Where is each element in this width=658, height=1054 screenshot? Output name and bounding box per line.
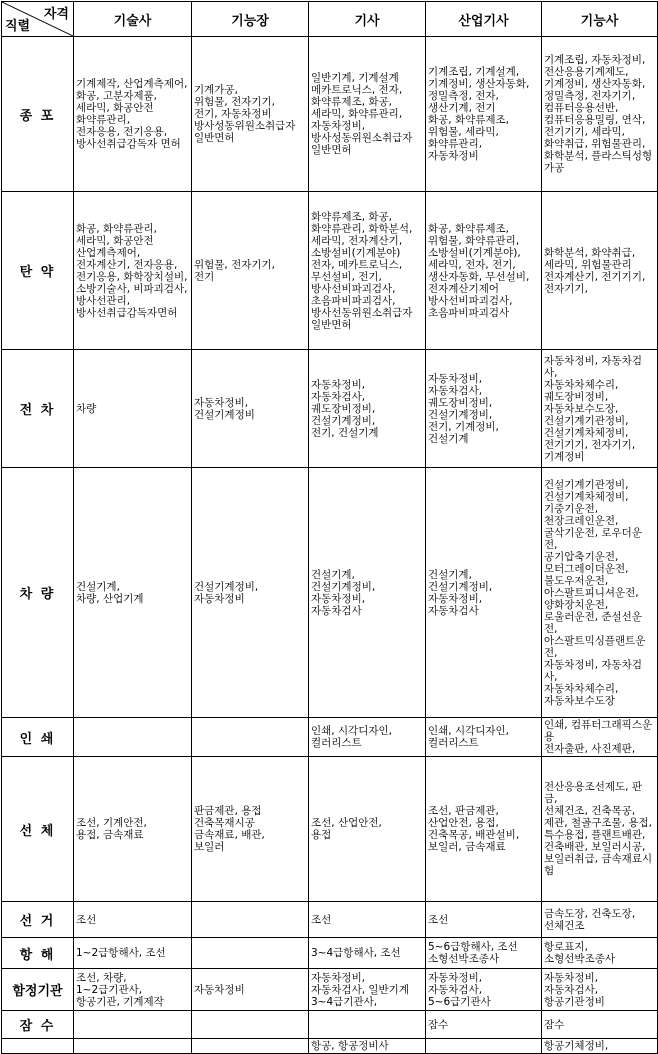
row-header: 함정기관 <box>2 969 74 1011</box>
table-cell: 건설기계, 건설기계정비, 자동차정비, 자동차검사 <box>426 468 542 718</box>
table-row <box>2 192 658 350</box>
table-cell: 항공기체정비, <box>542 1039 658 1054</box>
table-cell: 조선 <box>426 902 542 938</box>
table-cell: 인쇄, 시각디자인, 컬러리스트 <box>426 718 542 757</box>
table-cell: 자동차정비, 자동차검사, 자동차차체수리, 궤도장비정비, 자동차보수도장, 건설기계기관정비, 건설기계차체정비, 전기기기, 전자기기, 기계정비 <box>542 350 658 468</box>
qualification-table <box>1 1 658 1054</box>
column-header: 기술사 <box>74 2 192 37</box>
row-header: 잠 수 <box>2 1011 74 1039</box>
table-cell: 기계조립, 기계설계, 기계정비, 생산자동화, 정밀측정, 전자, 생산기계, 전기 화공, 화약류제조, 위험물, 세라믹, 화약류관리, 자동차정비 <box>426 37 542 192</box>
table-cell: 화학분석, 화약취급, 세라믹, 위험물관리 전자계산기, 전기기기, 전자기기, <box>542 192 658 350</box>
table-cell <box>426 1039 542 1054</box>
table-cell: 조선, 기계안전, 용접, 금속재료 <box>74 757 192 902</box>
table-cell: 기계제작, 산업계측제어, 화공, 고분자제품, 세라믹, 화공안전 화약류관리, 전자응용, 전기응용, 방사선취급감독자 면허 <box>74 37 192 192</box>
table-cell: 기계가공, 위험물, 전자기기, 전기, 자동차정비 방사성동위원소취급자 일반면허 <box>192 37 309 192</box>
table-cell: 건설기계, 건설기계정비, 자동차정비, 자동차검사 <box>309 468 426 718</box>
table-cell <box>309 1011 426 1039</box>
row-header: 인 쇄 <box>2 718 74 757</box>
table-cell <box>74 718 192 757</box>
table-cell <box>192 1011 309 1039</box>
table-cell: 화공, 화약류제조, 위험물, 화약류관리, 소방설비(기계분야), 세라믹, 전자, 전기, 생산자동화, 무선설비, 전자계산기제어 방사선비파괴검사, 초음파비파괴검사 <box>426 192 542 350</box>
table-cell: 5~6급항해사, 조선 소형선박조종사 <box>426 938 542 969</box>
table-cell <box>74 1011 192 1039</box>
table-cell: 건설기계정비, 자동차정비 <box>192 468 309 718</box>
table-cell: 자동차정비, 자동차검사, 일반기계 3~4급기관사, <box>309 969 426 1011</box>
table-row <box>2 468 658 718</box>
row-header: 종 포 <box>2 37 74 192</box>
table-cell <box>192 902 309 938</box>
table-cell: 3~4급항해사, 조선 <box>309 938 426 969</box>
table-cell: 자동차정비, 자동차검사, 5~6급기관사 <box>426 969 542 1011</box>
row-header: 선 거 <box>2 902 74 938</box>
table-row <box>2 969 658 1011</box>
corner-label-series: 직렬 <box>5 19 31 34</box>
row-header: 전 차 <box>2 350 74 468</box>
table-cell: 자동차정비, 자동차검사, 항공기관정비 <box>542 969 658 1011</box>
table-cell: 판금제관, 용접 건축목재시공 금속재료, 배관, 보일러 <box>192 757 309 902</box>
table-row <box>2 718 658 757</box>
table-cell: 1~2급항해사, 조선 <box>74 938 192 969</box>
row-header <box>2 1039 74 1054</box>
row-header: 탄 약 <box>2 192 74 350</box>
header-row <box>2 2 658 37</box>
table-cell: 인쇄, 컴퓨터그래픽스운용 전자출판, 사진제판, <box>542 718 658 757</box>
table-cell: 화약류제조, 화공, 화약류관리, 화학분석, 세라믹, 전자계산기, 소방설비(기계분야) 전자, 메카트로닉스, 무선설비, 전기, 방사선비파괴검사, 초음파비파괴검사, 방사선동위원소취급자 일반면허 <box>309 192 426 350</box>
row-header: 차 량 <box>2 468 74 718</box>
table-cell: 자동차정비, 자동차검사, 궤도장비정비, 건설기계정비, 전기, 기계정비, 건설기계 <box>426 350 542 468</box>
table-cell: 조선, 차량, 1~2급기관사, 항공기관, 기계제작 <box>74 969 192 1011</box>
corner-label-qualification: 자격 <box>43 7 69 22</box>
table-cell: 인쇄, 시각디자인, 컬러리스트 <box>309 718 426 757</box>
table-cell: 위험물, 전자기기, 전기 <box>192 192 309 350</box>
table-cell: 화공, 화약류관리, 세라믹, 화공안전 산업계측제어, 전자계산기, 전자응용, 전기응용, 화학장치설비, 소방기술사, 비파괴검사, 방사선관리, 방사선취급감독자면허 <box>74 192 192 350</box>
table-cell: 금속도장, 건축도장, 선체건조 <box>542 902 658 938</box>
row-header: 항 해 <box>2 938 74 969</box>
table-cell: 조선 <box>74 902 192 938</box>
column-header: 기능사 <box>542 2 658 37</box>
table-cell: 조선, 산업안전, 용접 <box>309 757 426 902</box>
table-cell: 전산응용조선제도, 판금, 선체건조, 건축목공, 제관, 철골구조물, 용접, 특수용접, 플랜트배관, 건축배관, 보일러시공, 보일러취급, 금속재료시험 <box>542 757 658 902</box>
table-cell: 자동차정비, 자동차검사, 궤도장비정비, 건설기계정비, 전기, 건설기계 <box>309 350 426 468</box>
table-cell: 조선 <box>309 902 426 938</box>
table-cell: 잠수 <box>542 1011 658 1039</box>
table-cell: 기계조립, 자동차정비, 전산응용기계제도, 기계정비, 생산자동화, 정밀측정, 전자기기, 컴퓨터응용선반, 컴퓨터응용밀링, 연삭, 전기기기, 세라믹, 화약취급, 위험물관리, 화학분석, 플라스틱성형가공 <box>542 37 658 192</box>
column-header: 기능장 <box>192 2 309 37</box>
table-cell: 자동차정비, 건설기계정비 <box>192 350 309 468</box>
column-header: 기사 <box>309 2 426 37</box>
table-cell <box>192 718 309 757</box>
table-cell: 일반기계, 기계설계 메카트로닉스, 전자, 화약류제조, 화공, 세라믹, 화약류관리, 자동차정비, 방사성동위원소취급자 일반면허 <box>309 37 426 192</box>
row-header: 선 체 <box>2 757 74 902</box>
column-header: 산업기사 <box>426 2 542 37</box>
table-row <box>2 1039 658 1054</box>
table-cell: 잠수 <box>426 1011 542 1039</box>
table-cell: 건설기계기관정비, 건설기계차체정비, 기중기운전, 천장크레인운전, 굴삭기운전, 로우더운전, 공기압축기운전, 모터그레이더운전, 불도우저운전, 아스팔트피니셔운전, 양화장치운전, 로울러운전, 준설선운전, 아스팔트믹싱플랜트운전, 자동차정비, 자동차검사, 자동차차체수리, 자동차보수도장 <box>542 468 658 718</box>
table-cell: 차량 <box>74 350 192 468</box>
table-row <box>2 938 658 969</box>
table-row <box>2 757 658 902</box>
table-row <box>2 350 658 468</box>
table-cell <box>192 1039 309 1054</box>
table-cell: 건설기계, 차량, 산업기계 <box>74 468 192 718</box>
table-row <box>2 37 658 192</box>
table-cell: 항로표지, 소형선박조종사 <box>542 938 658 969</box>
table-cell: 자동차정비 <box>192 969 309 1011</box>
table-row <box>2 902 658 938</box>
table-row <box>2 1011 658 1039</box>
table-cell <box>74 1039 192 1054</box>
table-cell: 항공, 항공정비사 <box>309 1039 426 1054</box>
table-cell <box>192 938 309 969</box>
corner-header <box>2 2 74 37</box>
table-cell: 조선, 판금제관, 산업안전, 용접, 건축목공, 배관설비, 보일러, 금속재료 <box>426 757 542 902</box>
